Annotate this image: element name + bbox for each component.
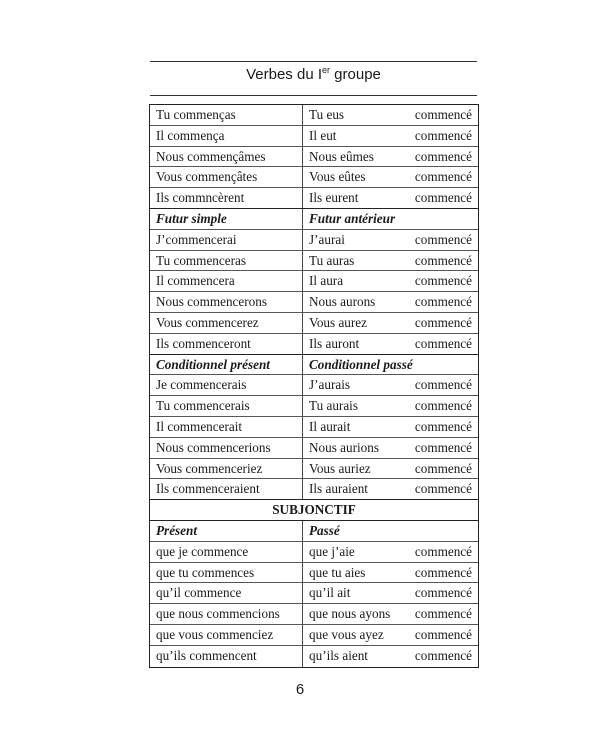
participle-cell: commencé (414, 314, 472, 330)
header-top-rule (150, 61, 477, 62)
auxiliary-cell: J’aurai (309, 231, 345, 247)
auxiliary-cell: Il aurait (309, 418, 351, 434)
tense-header-futur-simple: Futur simple (150, 209, 303, 229)
page-number: 6 (295, 681, 305, 698)
table-row (150, 396, 478, 417)
tense-header-present: Présent (150, 521, 303, 541)
table-row (150, 334, 478, 355)
table-row (150, 583, 478, 604)
auxiliary-cell: que j’aie (309, 543, 355, 559)
title-prefix: Verbes du I (246, 66, 322, 83)
table-row (150, 563, 478, 584)
table-row (150, 313, 478, 334)
auxiliary-cell: Vous auriez (309, 460, 371, 476)
simple-form-cell: Vous commençâtes (150, 167, 303, 187)
simple-form-cell: Je commencerais (150, 375, 303, 395)
auxiliary-cell: Vous aurez (309, 314, 367, 330)
tense-header-conditionnel-present: Conditionnel présent (150, 355, 303, 375)
tense-header-conditionnel-passe: Conditionnel passé (309, 356, 413, 372)
participle-cell: commencé (414, 377, 472, 393)
simple-form-cell: Vous commencerez (150, 313, 303, 333)
table-row (150, 417, 478, 438)
table-row (150, 604, 478, 625)
auxiliary-cell: Il aura (309, 273, 344, 289)
tense-header-row (150, 209, 478, 230)
participle-cell: commencé (414, 564, 472, 580)
auxiliary-cell: Nous aurons (309, 294, 376, 310)
auxiliary-cell: Ils auront (309, 335, 360, 351)
simple-form-cell: Tu commenças (150, 105, 303, 125)
participle-cell: commencé (414, 626, 472, 642)
header-bottom-rule (150, 95, 477, 96)
auxiliary-cell: Ils eurent (309, 190, 359, 206)
page-title (150, 65, 477, 85)
participle-cell: commencé (414, 294, 472, 310)
table-row (150, 126, 478, 147)
tense-header-row (150, 355, 478, 376)
simple-form-cell: que vous commenciez (150, 625, 303, 645)
auxiliary-cell: qu’ils aient (309, 647, 368, 663)
participle-cell: commencé (414, 273, 472, 289)
table-row (150, 438, 478, 459)
simple-form-cell: Il commença (150, 126, 303, 146)
simple-form-cell: Nous commençâmes (150, 147, 303, 167)
tense-header-passe: Passé (309, 522, 340, 538)
table-row (150, 230, 478, 251)
auxiliary-cell: que tu aies (309, 564, 366, 580)
participle-cell: commencé (414, 543, 472, 559)
participle-cell: commencé (414, 252, 472, 268)
simple-form-cell: Ils commncèrent (150, 188, 303, 208)
table-row (150, 188, 478, 209)
participle-cell: commencé (414, 647, 472, 663)
auxiliary-cell: J’aurais (309, 377, 351, 393)
table-row (150, 147, 478, 168)
simple-form-cell: Nous commencerons (150, 292, 303, 312)
participle-cell: commencé (414, 439, 472, 455)
simple-form-cell: Nous commencerions (150, 438, 303, 458)
auxiliary-cell: que nous ayons (309, 606, 391, 622)
simple-form-cell: Vous commenceriez (150, 459, 303, 479)
simple-form-cell: que tu commences (150, 563, 303, 583)
table-row (150, 459, 478, 480)
simple-form-cell: que je commence (150, 542, 303, 562)
simple-form-cell: Tu commencerais (150, 396, 303, 416)
simple-form-cell: Il commencerait (150, 417, 303, 437)
simple-form-cell: que nous commencions (150, 604, 303, 624)
auxiliary-cell: Tu eus (309, 107, 345, 122)
mood-header-row (150, 500, 478, 521)
tense-header-futur-anterieur: Futur antérieur (309, 210, 396, 226)
table-row (150, 105, 478, 126)
simple-form-cell: J’commencerai (150, 230, 303, 250)
auxiliary-cell: Ils auraient (309, 481, 368, 497)
table-row (150, 167, 478, 188)
simple-form-cell: qu’il commence (150, 583, 303, 603)
table-row (150, 375, 478, 396)
title-suffix: groupe (330, 66, 381, 83)
auxiliary-cell: Tu aurais (309, 398, 358, 414)
mood-title-subjonctif: SUBJONCTIF (272, 502, 356, 518)
participle-cell: commencé (414, 481, 472, 497)
participle-cell: commencé (414, 398, 472, 414)
participle-cell: commencé (414, 231, 472, 247)
table-row (150, 292, 478, 313)
title-superscript: er (322, 65, 331, 75)
table-row (150, 625, 478, 646)
auxiliary-cell: Vous eûtes (309, 169, 366, 185)
table-row (150, 251, 478, 272)
simple-form-cell: Ils commenceraient (150, 479, 303, 499)
participle-cell: commencé (414, 460, 472, 476)
table-row (150, 542, 478, 563)
participle-cell: commencé (414, 148, 472, 164)
simple-form-cell: qu’ils commencent (150, 646, 303, 667)
participle-cell: commencé (414, 107, 472, 122)
participle-cell: commencé (414, 190, 472, 206)
simple-form-cell: Tu commenceras (150, 251, 303, 271)
auxiliary-cell: Nous eûmes (309, 148, 374, 164)
simple-form-cell: Ils commenceront (150, 334, 303, 354)
table-row (150, 646, 478, 667)
table-row (150, 479, 478, 500)
auxiliary-cell: Il eut (309, 127, 337, 143)
conjugation-table (149, 104, 479, 668)
participle-cell: commencé (414, 169, 472, 185)
simple-form-cell: Il commencera (150, 271, 303, 291)
auxiliary-cell: qu’il ait (309, 585, 351, 601)
participle-cell: commencé (414, 418, 472, 434)
auxiliary-cell: Nous aurions (309, 439, 379, 455)
participle-cell: commencé (414, 127, 472, 143)
participle-cell: commencé (414, 585, 472, 601)
participle-cell: commencé (414, 606, 472, 622)
table-row (150, 271, 478, 292)
auxiliary-cell: Tu auras (309, 252, 355, 268)
tense-header-row (150, 521, 478, 542)
participle-cell: commencé (414, 335, 472, 351)
auxiliary-cell: que vous ayez (309, 626, 384, 642)
